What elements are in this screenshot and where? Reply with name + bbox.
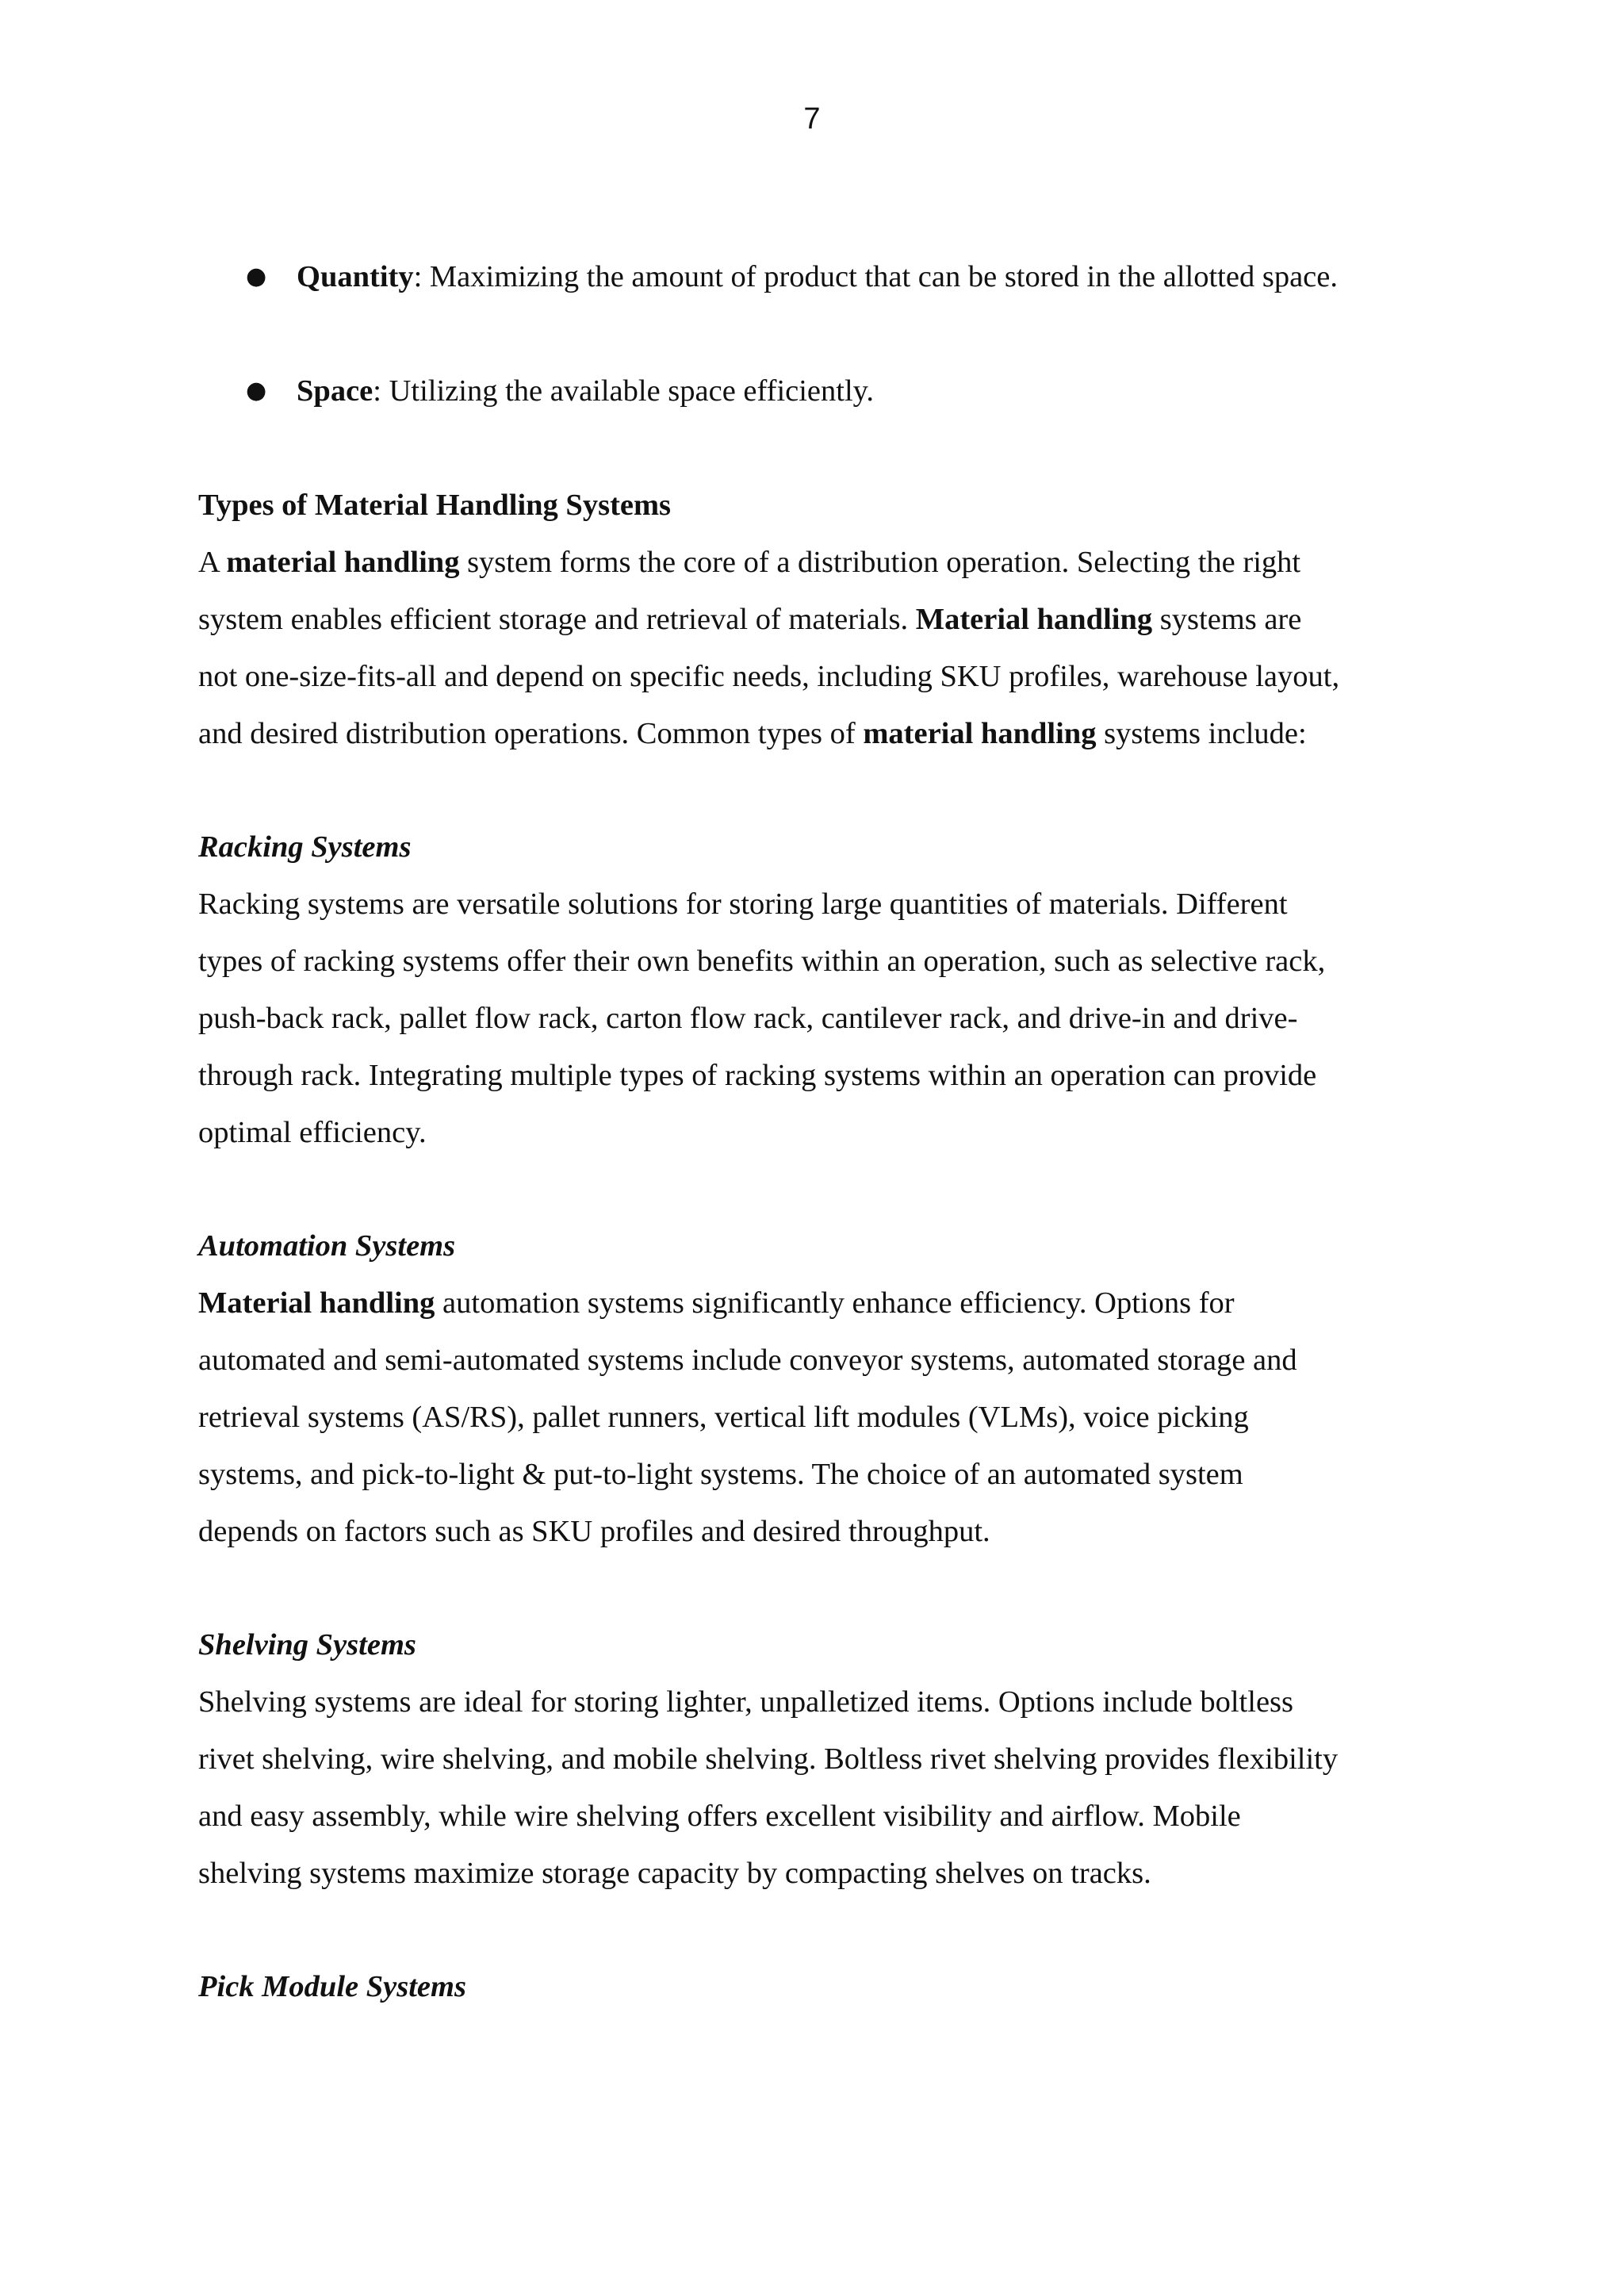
bold-term: Material handling [915, 603, 1153, 636]
text-run: and desired distribution operations. Common types of [198, 717, 864, 750]
bullet-description: : Utilizing the available space efficiently. [373, 374, 875, 408]
automation-systems-paragraph [198, 1274, 1435, 1560]
bullet-text [297, 248, 1338, 305]
racking-systems-heading: Racking Systems [198, 830, 412, 864]
intro-paragraph [198, 534, 1435, 762]
text-run: automation systems significantly enhance efficiency. Options for [435, 1286, 1235, 1320]
bullet-description: : Maximizing the amount of product that can be stored in the allotted space. [413, 260, 1338, 293]
bullet-text [297, 362, 874, 420]
shelving-systems-heading: Shelving Systems [198, 1628, 416, 1662]
paragraph-line: types of racking systems offer their own benefits within an operation, such as selective rack, [198, 945, 1326, 978]
bullet-icon: ● [246, 377, 267, 404]
text-run: systems include: [1096, 717, 1307, 750]
page-number: 7 [803, 102, 821, 136]
paragraph-line: optimal efficiency. [198, 1116, 427, 1149]
paragraph-line: systems, and pick-to-light & put-to-light systems. The choice of an automated system [198, 1458, 1243, 1491]
paragraph-line: depends on factors such as SKU profiles and desired throughput. [198, 1515, 990, 1548]
bullet-term: Quantity [297, 260, 414, 293]
paragraph-line: not one-size-fits-all and depend on specific needs, including SKU profiles, warehouse layout, [198, 660, 1340, 693]
paragraph-line: and easy assembly, while wire shelving offers excellent visibility and airflow. Mobile [198, 1800, 1241, 1833]
paragraph-line: Shelving systems are ideal for storing lighter, unpalletized items. Options include boltless [198, 1685, 1293, 1719]
bold-term: material handling [863, 717, 1097, 750]
text-run: systems are [1152, 603, 1302, 636]
shelving-systems-paragraph [198, 1673, 1435, 1902]
paragraph-line: shelving systems maximize storage capacity by compacting shelves on tracks. [198, 1857, 1151, 1890]
paragraph-line [198, 591, 1435, 648]
bold-term: Material handling [198, 1286, 435, 1320]
paragraph-line [198, 705, 1435, 762]
paragraph-line [198, 1274, 1435, 1332]
paragraph-line: retrieval systems (AS/RS), pallet runners, vertical lift modules (VLMs), voice picking [198, 1401, 1249, 1434]
paragraph-line: through rack. Integrating multiple types of racking systems within an operation can provide [198, 1059, 1317, 1092]
section-heading: Types of Material Handling Systems [198, 489, 672, 522]
text-run: A [198, 546, 227, 579]
racking-systems-paragraph [198, 876, 1435, 1161]
pick-module-systems-heading: Pick Module Systems [198, 1970, 466, 2003]
paragraph-line: rivet shelving, wire shelving, and mobile shelving. Boltless rivet shelving provides flexibility [198, 1742, 1339, 1776]
automation-systems-heading: Automation Systems [198, 1229, 456, 1263]
text-run: system enables efficient storage and retrieval of materials. [198, 603, 916, 636]
paragraph-line [198, 534, 1435, 591]
paragraph-line: Racking systems are versatile solutions for storing large quantities of materials. Different [198, 887, 1288, 921]
text-run: system forms the core of a distribution operation. Selecting the right [459, 546, 1301, 579]
paragraph-line: automated and semi-automated systems include conveyor systems, automated storage and [198, 1343, 1297, 1377]
paragraph-line: push-back rack, pallet flow rack, carton flow rack, cantilever rack, and drive-in and drive- [198, 1002, 1298, 1035]
bold-term: material handling [226, 546, 460, 579]
bullet-icon: ● [246, 263, 267, 290]
bullet-term: Space [297, 374, 373, 408]
